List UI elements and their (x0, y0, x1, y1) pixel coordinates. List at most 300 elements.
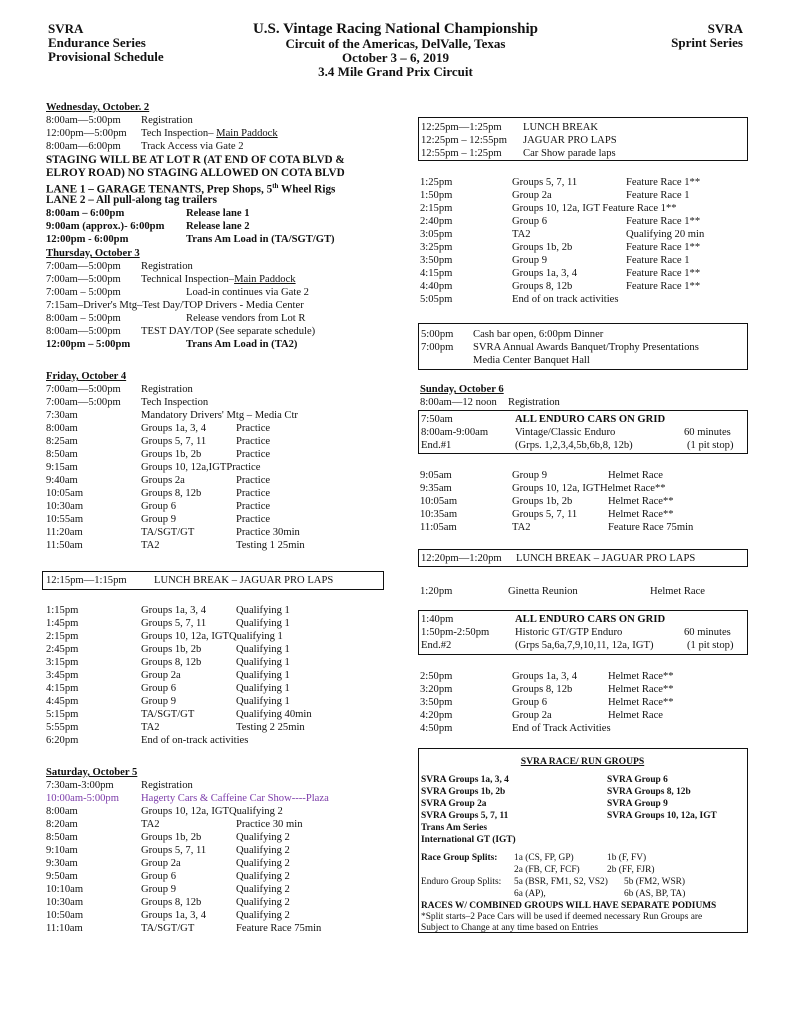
enduro-number: End.#2 (421, 640, 452, 651)
schedule-row (46, 220, 406, 233)
row-event: Groups 1b, 2b (512, 242, 573, 253)
row-event: TA/SGT/GT (141, 527, 195, 538)
row-event: Media Center Banquet Hall (473, 355, 590, 366)
row-time: 3:20pm (420, 684, 453, 695)
enduro-name: Vintage/Classic Enduro (515, 427, 616, 438)
row-session: Qualifying 1 (236, 683, 290, 694)
row-time: 8:00am—5:00pm (46, 326, 121, 337)
friday-title: Friday, October 4 (46, 371, 127, 382)
schedule-row (420, 683, 748, 696)
race-splits-label: Race Group Splits: (421, 853, 498, 863)
row-session: Practice (236, 423, 271, 434)
row-event: Groups 1a, 3, 4 (512, 268, 578, 279)
drivers-meeting-row: 7:15am–Driver's Mtg–Test Day/TOP Drivers - Media Center (46, 300, 304, 311)
schedule-row (46, 922, 406, 935)
podium-note: RACES W/ COMBINED GROUPS WILL HAVE SEPARATE PODIUMS (421, 901, 717, 911)
row-event: Groups 10, 12a, IGTQualifying 2 (141, 806, 283, 817)
row-session: Practice (236, 436, 271, 447)
row-time: 5:55pm (46, 722, 79, 733)
header-right-line: SVRA (707, 21, 743, 36)
lane-2-notice: LANE 2 – All pull-along tag trailers (46, 194, 217, 206)
row-session: Feature Race 75min (608, 522, 694, 533)
row-event-link: Main Paddock (234, 274, 296, 285)
schedule-row (421, 147, 741, 160)
row-event: Group 2a (141, 858, 181, 869)
schedule-row (46, 233, 406, 246)
row-time: 8:50am (46, 832, 78, 843)
header-circuit: 3.4 Mile Grand Prix Circuit (318, 64, 473, 79)
row-event: Hagerty Cars & Caffeine Car Show----Plaza (141, 793, 329, 804)
row-time: 1:45pm (46, 618, 79, 629)
schedule-row (420, 396, 748, 409)
row-event: Groups 5, 7, 11 (512, 177, 578, 188)
enduro-window: 8:00am-9:00am (421, 427, 489, 438)
row-event: Groups 1b, 2b (141, 449, 202, 460)
row-event: Release lane 2 (186, 221, 250, 232)
row-session: Qualifying 1 (236, 618, 290, 629)
row-time: 10:50am (46, 910, 84, 921)
schedule-row (46, 630, 406, 643)
schedule-row (46, 140, 406, 153)
header-left-line: Endurance Series (48, 35, 146, 50)
row-event: Registration (141, 780, 193, 791)
row-time: 8:00am—12 noon (420, 397, 497, 408)
row-event: Groups 1b, 2b (512, 496, 573, 507)
row-time: 11:05am (420, 522, 457, 533)
schedule-row (421, 328, 741, 341)
row-event: Trans Am Load in (TA2) (186, 339, 298, 350)
schedule-row (46, 422, 406, 435)
schedule-row (46, 844, 406, 857)
row-time: 8:00am – 6:00pm (46, 208, 125, 219)
row-time: 11:10am (46, 923, 83, 934)
saturday-lunch-box (418, 117, 748, 161)
schedule-row (420, 293, 748, 306)
row-session: Helmet Race** (608, 684, 674, 695)
schedule-row (420, 670, 748, 683)
row-time: 11:20am (46, 527, 83, 538)
schedule-row (46, 682, 406, 695)
schedule-row (421, 134, 741, 147)
row-session: Practice (236, 501, 271, 512)
schedule-row (46, 114, 406, 127)
staging-notice: ELROY ROAD) NO STAGING ALLOWED ON COTA BLVD (46, 167, 345, 179)
row-time: 4:45pm (46, 696, 79, 707)
row-event: Groups 1a, 3, 4 (141, 910, 207, 921)
run-groups-title: SVRA RACE/ RUN GROUPS (520, 756, 645, 767)
row-session: Testing 2 25min (236, 722, 305, 733)
row-event: Group 6 (141, 683, 177, 694)
row-session: Helmet Race** (608, 509, 674, 520)
schedule-row (420, 267, 748, 280)
enduro-splits-label: Enduro Group Splits: (421, 877, 502, 887)
row-event: TA2 (141, 819, 160, 830)
schedule-row (46, 896, 406, 909)
split-start-note: *Split starts–2 Pace Cars will be used if deemed necessary Run Groups are (421, 912, 703, 922)
run-group-item: SVRA Groups 10, 12a, IGT (607, 811, 717, 821)
row-session: Helmet Race (608, 710, 664, 721)
row-time: 5:05pm (420, 294, 453, 305)
row-time: 12:25pm—1:25pm (421, 122, 502, 133)
row-event: Group 2a (512, 710, 552, 721)
lane-1-text-end: Wheel Rigs (278, 183, 336, 196)
schedule-row (46, 409, 406, 422)
row-event: Groups 1a, 3, 4 (512, 671, 578, 682)
row-event: TA2 (141, 540, 160, 551)
schedule-row (420, 709, 748, 722)
row-event: Trans Am Load in (TA/SGT/GT) (186, 234, 335, 245)
row-session: Practice (236, 449, 271, 460)
schedule-row (46, 695, 406, 708)
enduro-split: 5b (FM2, WSR) (624, 877, 686, 887)
row-session: Qualifying 2 (236, 910, 290, 921)
row-event: End of on-track activities (141, 735, 249, 746)
row-time: 1:25pm (420, 177, 453, 188)
schedule-row (46, 325, 406, 338)
schedule-row (420, 469, 748, 482)
row-session: Qualifying 1 (236, 670, 290, 681)
row-time: 8:00am—6:00pm (46, 141, 121, 152)
row-event: Group 2a (141, 670, 181, 681)
schedule-row (420, 280, 748, 293)
schedule-row (46, 338, 406, 351)
row-time: 1:50pm (420, 190, 453, 201)
lunch-time: 12:15pm—1:15pm (46, 575, 127, 586)
row-session: Feature Race 1** (626, 177, 701, 188)
schedule-row-highlight (46, 792, 406, 805)
row-time: 12:00pm – 5:00pm (46, 339, 131, 350)
enduro-2-box (418, 610, 748, 655)
schedule-row (46, 779, 406, 792)
row-session: Practice (236, 514, 271, 525)
row-event: TA2 (512, 229, 531, 240)
enduro-time: 7:50am (421, 414, 453, 425)
enduro-window: 1:50pm-2:50pm (421, 627, 490, 638)
row-session: Feature Race 1** (626, 216, 701, 227)
schedule-row (420, 482, 748, 495)
row-time: 3:50pm (420, 255, 453, 266)
row-session: Qualifying 2 (236, 858, 290, 869)
schedule-row (46, 474, 406, 487)
row-time: 9:50am (46, 871, 78, 882)
row-event-link: Main Paddock (216, 128, 278, 139)
row-time: 10:05am (420, 496, 458, 507)
schedule-row (420, 189, 748, 202)
row-event: Groups 10, 12a, IGT Feature Race 1** (512, 203, 677, 214)
row-session: Helmet Race (650, 586, 706, 597)
row-session: Feature Race 1** (626, 242, 701, 253)
row-session: Qualifying 2 (236, 871, 290, 882)
row-session: Qualifying 20 min (626, 229, 705, 240)
row-event: TA/SGT/GT (141, 923, 195, 934)
lunch-time: 12:20pm—1:20pm (421, 553, 502, 564)
header-right (640, 22, 743, 50)
saturday-title: Saturday, October 5 (46, 767, 138, 778)
row-time: 4:15pm (46, 683, 79, 694)
row-event: Groups 2a (141, 475, 185, 486)
row-event: TA2 (141, 722, 160, 733)
schedule-row (420, 521, 748, 534)
row-time: 7:30am-3:00pm (46, 780, 114, 791)
enduro-groups: (Grps. 1,2,3,4,5b,6b,8, 12b) (515, 440, 633, 451)
wednesday-title: Wednesday, October. 2 (46, 102, 150, 113)
lunch-label: LUNCH BREAK – JAGUAR PRO LAPS (154, 575, 334, 586)
row-session: Feature Race 75min (236, 923, 322, 934)
row-time: 8:50am (46, 449, 78, 460)
schedule-row (420, 241, 748, 254)
row-time: 1:20pm (420, 586, 453, 597)
row-event-text: Technical Inspection– (141, 274, 235, 285)
row-time: 9:05am (420, 470, 452, 481)
schedule-row (46, 526, 406, 539)
enduro-name: Historic GT/GTP Enduro (515, 627, 623, 638)
row-event: Tech Inspection (141, 397, 209, 408)
schedule-row (46, 721, 406, 734)
banquet-box (418, 323, 748, 370)
row-time: 7:00am—5:00pm (46, 384, 121, 395)
row-event: Groups 10, 12a,IGTPractice (141, 462, 261, 473)
row-session: Helmet Race (608, 470, 664, 481)
row-time: 9:15am (46, 462, 78, 473)
row-event: Registration (508, 397, 560, 408)
row-time: 8:25am (46, 436, 78, 447)
row-time: 3:05pm (420, 229, 453, 240)
row-session: Practice 30 min (236, 819, 303, 830)
schedule-row (420, 176, 748, 189)
row-event: Group 6 (141, 501, 177, 512)
enduro-title: ALL ENDURO CARS ON GRID (515, 414, 666, 425)
row-time: 8:00am (46, 806, 78, 817)
run-group-item: SVRA Group 2a (421, 799, 487, 809)
row-event: Group 9 (512, 470, 548, 481)
row-event: Track Access via Gate 2 (141, 141, 244, 152)
run-groups-box (418, 748, 748, 933)
row-event: Groups 1b, 2b (141, 832, 202, 843)
row-time: 10:55am (46, 514, 84, 525)
schedule-row (46, 617, 406, 630)
schedule-row (46, 831, 406, 844)
row-time: 8:00am – 5:00pm (46, 313, 121, 324)
row-session: Qualifying 1 (236, 605, 290, 616)
row-session: Feature Race 1 (626, 255, 690, 266)
row-event: TEST DAY/TOP (See separate schedule) (141, 326, 316, 337)
change-note: Subject to Change at any time based on Entries (421, 923, 599, 933)
row-event: End of on track activities (512, 294, 619, 305)
row-event: Groups 5, 7, 11 (512, 509, 578, 520)
schedule-row (420, 254, 748, 267)
schedule-row (46, 286, 406, 299)
row-event: Groups 5, 7, 11 (141, 618, 207, 629)
enduro-number: End.#1 (421, 440, 452, 451)
schedule-row (46, 909, 406, 922)
row-time: 2:15pm (46, 631, 79, 642)
enduro-split: 6a (AP), (514, 889, 546, 899)
row-time: 10:00am-5:00pm (46, 793, 119, 804)
row-event: Groups 1b, 2b (141, 644, 202, 655)
row-time: 3:25pm (420, 242, 453, 253)
schedule-row (420, 585, 748, 598)
row-event: Group 9 (141, 884, 177, 895)
row-time: 12:55pm – 1:25pm (421, 148, 502, 159)
row-time: 10:30am (46, 501, 84, 512)
schedule-row (46, 818, 406, 831)
header-right-line: Sprint Series (671, 35, 743, 50)
schedule-row (420, 495, 748, 508)
race-split: 2a (FB, CF, FCF) (514, 865, 580, 875)
sunday-title: Sunday, October 6 (420, 384, 504, 395)
row-session: Helmet Race** (608, 697, 674, 708)
row-time: 4:15pm (420, 268, 453, 279)
run-group-item: SVRA Group 6 (607, 775, 668, 785)
row-time: 1:15pm (46, 605, 79, 616)
row-session: Qualifying 1 (236, 696, 290, 707)
row-event: JAGUAR PRO LAPS (523, 135, 617, 146)
row-session: Feature Race 1 (626, 190, 690, 201)
schedule-row (421, 354, 741, 367)
row-time: 6:20pm (46, 735, 79, 746)
row-time: 2:50pm (420, 671, 453, 682)
header-center (200, 22, 591, 79)
row-event: TA2 (512, 522, 531, 533)
row-time: 4:50pm (420, 723, 453, 734)
schedule-row (421, 341, 741, 354)
row-time: 10:05am (46, 488, 84, 499)
run-group-item: SVRA Group 9 (607, 799, 668, 809)
row-session: Practice (236, 488, 271, 499)
row-session: Qualifying 2 (236, 832, 290, 843)
row-session: Helmet Race** (608, 671, 674, 682)
row-event: Group 6 (512, 697, 548, 708)
row-event: Groups 1a, 3, 4 (141, 423, 207, 434)
schedule-row (46, 857, 406, 870)
schedule-row (46, 383, 406, 396)
row-event: Groups 5, 7, 11 (141, 845, 207, 856)
schedule-row (420, 202, 748, 215)
row-event: Registration (141, 384, 193, 395)
row-time: 12:25pm – 12:55pm (421, 135, 507, 146)
row-time: 8:00am—5:00pm (46, 115, 121, 126)
row-time: 5:00pm (421, 329, 454, 340)
schedule-row (46, 708, 406, 721)
row-time: 10:35am (420, 509, 458, 520)
run-group-item: SVRA Groups 5, 7, 11 (421, 811, 509, 821)
schedule-row (46, 312, 406, 325)
row-session: Testing 1 25min (236, 540, 305, 551)
row-time: 2:15pm (420, 203, 453, 214)
schedule-row (46, 487, 406, 500)
row-time: 12:00pm—5:00pm (46, 128, 127, 139)
schedule-row (46, 435, 406, 448)
row-time: 10:10am (46, 884, 84, 895)
page-title: U.S. Vintage Racing National Championship (252, 21, 539, 37)
row-event: Release vendors from Lot R (186, 313, 306, 324)
row-session: Qualifying 2 (236, 845, 290, 856)
row-event: Groups 8, 12b (141, 488, 202, 499)
enduro-pit: (1 pit stop) (687, 440, 734, 451)
row-time: 7:00am – 5:00pm (46, 287, 121, 298)
run-group-item: SVRA Groups 8, 12b (607, 787, 691, 797)
lane-1-text: LANE 1 – GARAGE TENANTS, Prep Shops, 5 (46, 183, 273, 196)
row-time: 7:00am—5:00pm (46, 274, 121, 285)
row-event: Load-in continues via Gate 2 (186, 287, 309, 298)
row-time: 12:00pm - 6:00pm (46, 234, 129, 245)
row-time: 7:00pm (421, 342, 454, 353)
row-time: 9:10am (46, 845, 78, 856)
row-event: Groups 5, 7, 11 (141, 436, 207, 447)
header-venue: Circuit of the Americas, DelValle, Texas (285, 36, 506, 51)
row-event: Groups 8, 12b (512, 281, 573, 292)
header-left (48, 22, 164, 64)
row-session: Practice (236, 475, 271, 486)
schedule-row (420, 215, 748, 228)
staging-notice: STAGING WILL BE AT LOT R (AT END OF COTA BLVD & (46, 154, 345, 166)
row-event: Groups 10, 12a, IGTHelmet Race** (512, 483, 666, 494)
row-event: Registration (141, 115, 193, 126)
row-time: 11:50am (46, 540, 83, 551)
race-split: 1a (CS, FP, GP) (514, 853, 574, 863)
schedule-row (46, 643, 406, 656)
row-time: 2:40pm (420, 216, 453, 227)
row-event: Group 9 (141, 514, 177, 525)
row-time: 9:40am (46, 475, 78, 486)
schedule-row (46, 734, 406, 747)
row-event: Groups 8, 12b (512, 684, 573, 695)
schedule-row (46, 448, 406, 461)
row-time: 9:30am (46, 858, 78, 869)
row-event: Cash bar open, 6:00pm Dinner (473, 329, 604, 340)
row-time: 3:45pm (46, 670, 79, 681)
row-event: Release lane 1 (186, 208, 250, 219)
enduro-1-box (418, 410, 748, 454)
run-group-item: SVRA Groups 1a, 3, 4 (421, 775, 509, 785)
row-time: 7:00am—5:00pm (46, 397, 121, 408)
row-session: Qualifying 1 (236, 644, 290, 655)
race-split: 2b (FF, FJR) (607, 865, 655, 875)
row-time: 4:20pm (420, 710, 453, 721)
row-session: Qualifying 40min (236, 709, 312, 720)
run-group-item: International GT (IGT) (421, 835, 516, 845)
enduro-groups: (Grps 5a,6a,7,9,10,11, 12a, IGT) (515, 640, 654, 651)
row-event (141, 273, 296, 286)
schedule-row (46, 396, 406, 409)
row-event: LUNCH BREAK (523, 122, 599, 133)
row-event: Group 2a (512, 190, 552, 201)
row-time: 10:30am (46, 897, 84, 908)
row-time: 9:35am (420, 483, 452, 494)
row-time: 8:20am (46, 819, 78, 830)
thursday-title: Thursday, October 3 (46, 248, 140, 259)
row-event: TA/SGT/GT (141, 709, 195, 720)
schedule-row (46, 500, 406, 513)
row-event: Groups 8, 12b (141, 897, 202, 908)
row-time: 7:30am (46, 410, 78, 421)
row-session: Helmet Race** (608, 496, 674, 507)
row-time: 3:50pm (420, 697, 453, 708)
schedule-row (46, 207, 406, 220)
row-event: End of Track Activities (512, 723, 611, 734)
schedule-row (46, 656, 406, 669)
schedule-row (46, 669, 406, 682)
row-session: Qualifying 1 (236, 657, 290, 668)
schedule-row (420, 508, 748, 521)
enduro-duration: 60 minutes (684, 427, 731, 438)
schedule-row (46, 513, 406, 526)
lane-1-sup: th (272, 182, 279, 190)
row-session: Qualifying 2 (236, 897, 290, 908)
schedule-row (46, 870, 406, 883)
enduro-duration: 60 minutes (684, 627, 731, 638)
row-time: 3:15pm (46, 657, 79, 668)
